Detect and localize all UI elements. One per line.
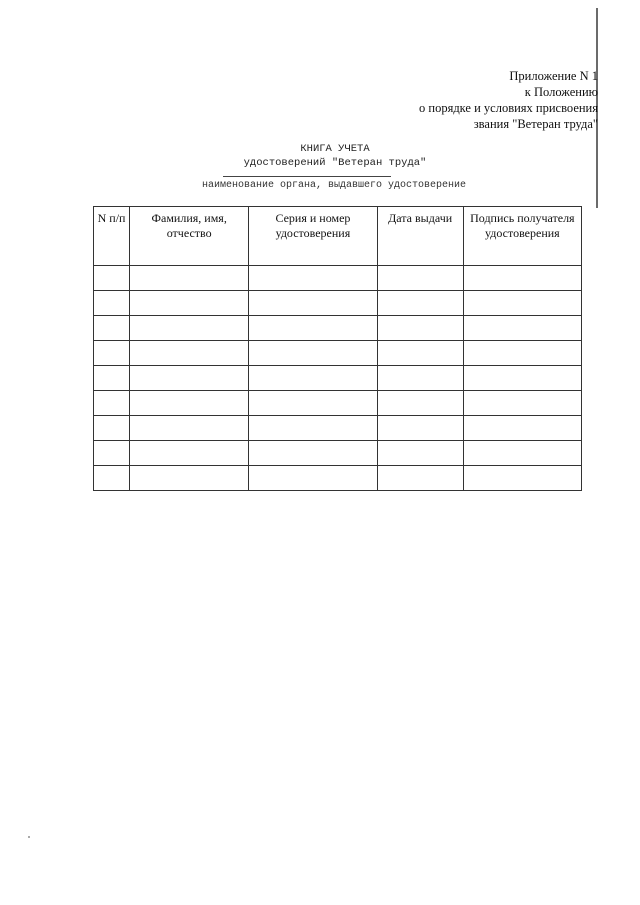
cell-signature <box>463 316 581 341</box>
cell-signature <box>463 466 581 491</box>
cell-full-name <box>130 441 249 466</box>
cell-number <box>94 416 130 441</box>
appendix-number: Приложение N 1 <box>509 69 598 83</box>
appendix-reference: к Положению <box>524 85 598 99</box>
cell-number <box>94 441 130 466</box>
cell-issue-date <box>377 416 463 441</box>
cell-full-name <box>130 416 249 441</box>
cell-series-number <box>249 291 377 316</box>
cell-issue-date <box>377 391 463 416</box>
appendix-block <box>419 68 598 132</box>
book-title: КНИГА УЧЕТА <box>300 143 370 155</box>
cell-series-number <box>249 391 377 416</box>
cell-signature <box>463 366 581 391</box>
table-row <box>94 466 582 491</box>
cell-number <box>94 291 130 316</box>
cell-series-number <box>249 416 377 441</box>
cell-series-number <box>249 366 377 391</box>
header-recipient-signature: Подпись получателя удостоверения <box>463 207 581 266</box>
table-body <box>94 266 582 491</box>
table-header-row <box>94 207 582 266</box>
cell-series-number <box>249 316 377 341</box>
cell-signature <box>463 441 581 466</box>
cell-series-number <box>249 466 377 491</box>
cell-signature <box>463 416 581 441</box>
cell-issue-date <box>377 341 463 366</box>
cell-signature <box>463 291 581 316</box>
table-row <box>94 291 582 316</box>
cell-full-name <box>130 291 249 316</box>
cell-signature <box>463 266 581 291</box>
table-row <box>94 341 582 366</box>
header-number: N п/п <box>94 207 130 266</box>
header-issue-date: Дата выдачи <box>377 207 463 266</box>
table-row <box>94 391 582 416</box>
table-row <box>94 316 582 341</box>
cell-full-name <box>130 391 249 416</box>
cell-series-number <box>249 441 377 466</box>
cell-issue-date <box>377 291 463 316</box>
cell-signature <box>463 341 581 366</box>
cell-series-number <box>249 266 377 291</box>
cell-issue-date <box>377 466 463 491</box>
appendix-title-name: звания "Ветеран труда" <box>473 117 598 131</box>
register-table <box>93 206 582 491</box>
table-row <box>94 441 582 466</box>
cell-number <box>94 316 130 341</box>
cell-full-name <box>130 266 249 291</box>
cell-full-name <box>130 316 249 341</box>
org-name-blank-line <box>223 176 391 177</box>
cell-number <box>94 366 130 391</box>
cell-full-name <box>130 466 249 491</box>
cell-issue-date <box>377 366 463 391</box>
header-full-name: Фамилия, имя, отчество <box>130 207 249 266</box>
scan-speck <box>28 836 30 838</box>
header-series-number: Серия и номер удостоверения <box>249 207 377 266</box>
table-row <box>94 366 582 391</box>
cell-number <box>94 341 130 366</box>
table-row <box>94 266 582 291</box>
cell-number <box>94 266 130 291</box>
cell-full-name <box>130 366 249 391</box>
cell-number <box>94 391 130 416</box>
appendix-regulation: о порядке и условиях присвоения <box>419 101 598 115</box>
cell-series-number <box>249 341 377 366</box>
cell-signature <box>463 391 581 416</box>
cell-issue-date <box>377 316 463 341</box>
cell-full-name <box>130 341 249 366</box>
org-name-caption: наименование органа, выдавшего удостоверение <box>201 180 467 191</box>
table-row <box>94 416 582 441</box>
book-subtitle: удостоверений "Ветеран труда" <box>243 157 427 169</box>
cell-number <box>94 466 130 491</box>
cell-issue-date <box>377 266 463 291</box>
cell-issue-date <box>377 441 463 466</box>
